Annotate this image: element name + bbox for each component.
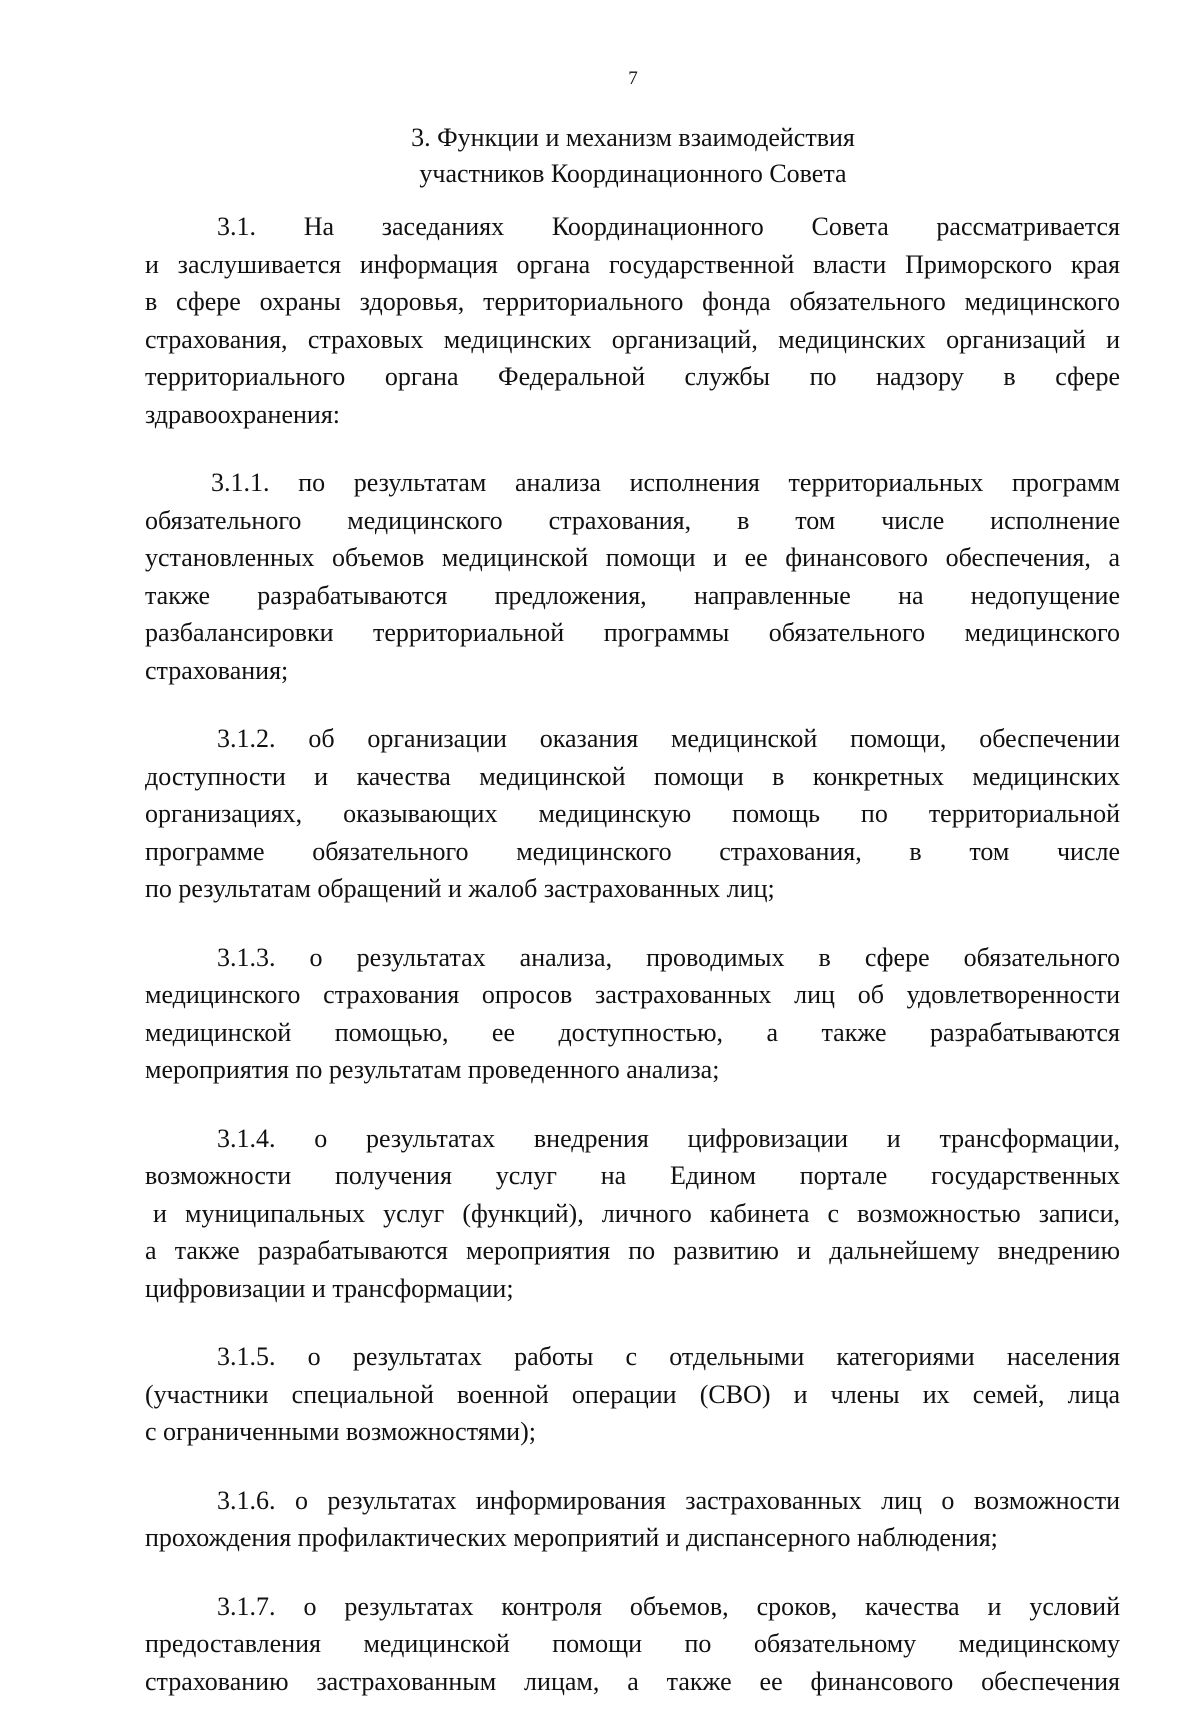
text-line: 3.1.4. о результатах внедрения цифровизации и трансформации, [217,1123,1120,1153]
document-body [145,208,1120,1731]
text-line: в сфере охраны здоровья, территориального фонда обязательного медицинского [145,287,1120,316]
text-line: с ограниченными возможностями); [145,1417,536,1446]
text-line: также разрабатываются предложения, направленные на недопущение [145,580,1120,610]
text-line: медицинской помощью, ее доступностью, а также разрабатываются [145,1017,1120,1047]
section-heading-line-1: 3. Функции и механизм взаимодействия [411,123,855,152]
text-line: предоставления медицинской помощи по обязательному медицинскому [145,1629,1120,1658]
text-line: обязательного медицинского страхования, в том числе исполнение [145,505,1120,535]
section-heading-line-2: участников Координационного Совета [419,159,847,188]
text-line: 3.1.2. об организации оказания медицинской помощи, обеспечении [217,724,1120,753]
text-line: программе обязательного медицинского страхования, в том числе [145,836,1120,866]
page-number: 7 [628,68,638,89]
paragraph-3-1-6 [145,1482,1120,1557]
text-line: 3.1.7. о результатах контроля объемов, сроков, качества и условий [217,1591,1120,1621]
text-line: доступности и качества медицинской помощи в конкретных медицинских [145,761,1120,791]
text-line: и муниципальных услуг (функций), личного кабинета с возможностью записи, [153,1198,1120,1228]
text-line: здравоохранения: [145,399,341,429]
text-line: и заслушивается информация органа государственной власти Приморского края [145,249,1120,279]
paragraph-3-1-4 [145,1120,1120,1308]
paragraph-3-1-1 [145,464,1120,689]
text-line: страхования; [145,655,289,685]
text-line: возможности получения услуг на Едином портале государственных [145,1161,1120,1190]
paragraph-3-1-2 [145,720,1120,908]
text-line: а также разрабатываются мероприятия по развитию и дальнейшему внедрению [145,1236,1120,1265]
text-line: 3.1.6. о результатах информирования застрахованных лиц о возможности [217,1485,1120,1515]
paragraph-3-1 [145,208,1120,433]
paragraph-3-1-3 [145,939,1120,1089]
text-line: разбалансировки территориальной программы обязательного медицинского [145,618,1120,647]
text-line: мероприятия по результатам проведенного анализа; [145,1055,720,1084]
text-line: 3.1.3. о результатах анализа, проводимых в сфере обязательного [217,942,1120,972]
text-line: организациях, оказывающих медицинскую помощь по территориальной [145,799,1120,828]
text-line: 3.1.5. о результатах работы с отдельными категориями населения [217,1342,1120,1371]
text-line: 3.1. На заседаниях Координационного Совета рассматривается [217,212,1120,241]
paragraph-3-1-5 [145,1338,1120,1451]
text-line: установленных объемов медицинской помощи и ее финансового обеспечения, а [145,543,1120,572]
text-line: (участники специальной военной операции (СВО) и члены их семей, лица [145,1379,1120,1409]
text-line: территориального органа Федеральной службы по надзору в сфере [145,362,1120,391]
text-line: страхованию застрахованным лицам, а также ее финансового обеспечения [145,1666,1120,1696]
text-line: медицинского страхования опросов застрахованных лиц об удовлетворенности [145,980,1120,1009]
text-line: по результатам обращений и жалоб застрахованных лиц; [145,874,775,903]
paragraph-3-1-7 [145,1588,1120,1701]
text-line: цифровизации и трансформации; [145,1273,514,1303]
section-heading [0,120,1200,192]
text-line: 3.1.1. по результатам анализа исполнения территориальных программ [211,468,1120,497]
text-line: страхования, страховых медицинских организаций, медицинских организаций и [145,324,1120,354]
text-line: прохождения профилактических мероприятий и диспансерного наблюдения; [145,1523,998,1552]
